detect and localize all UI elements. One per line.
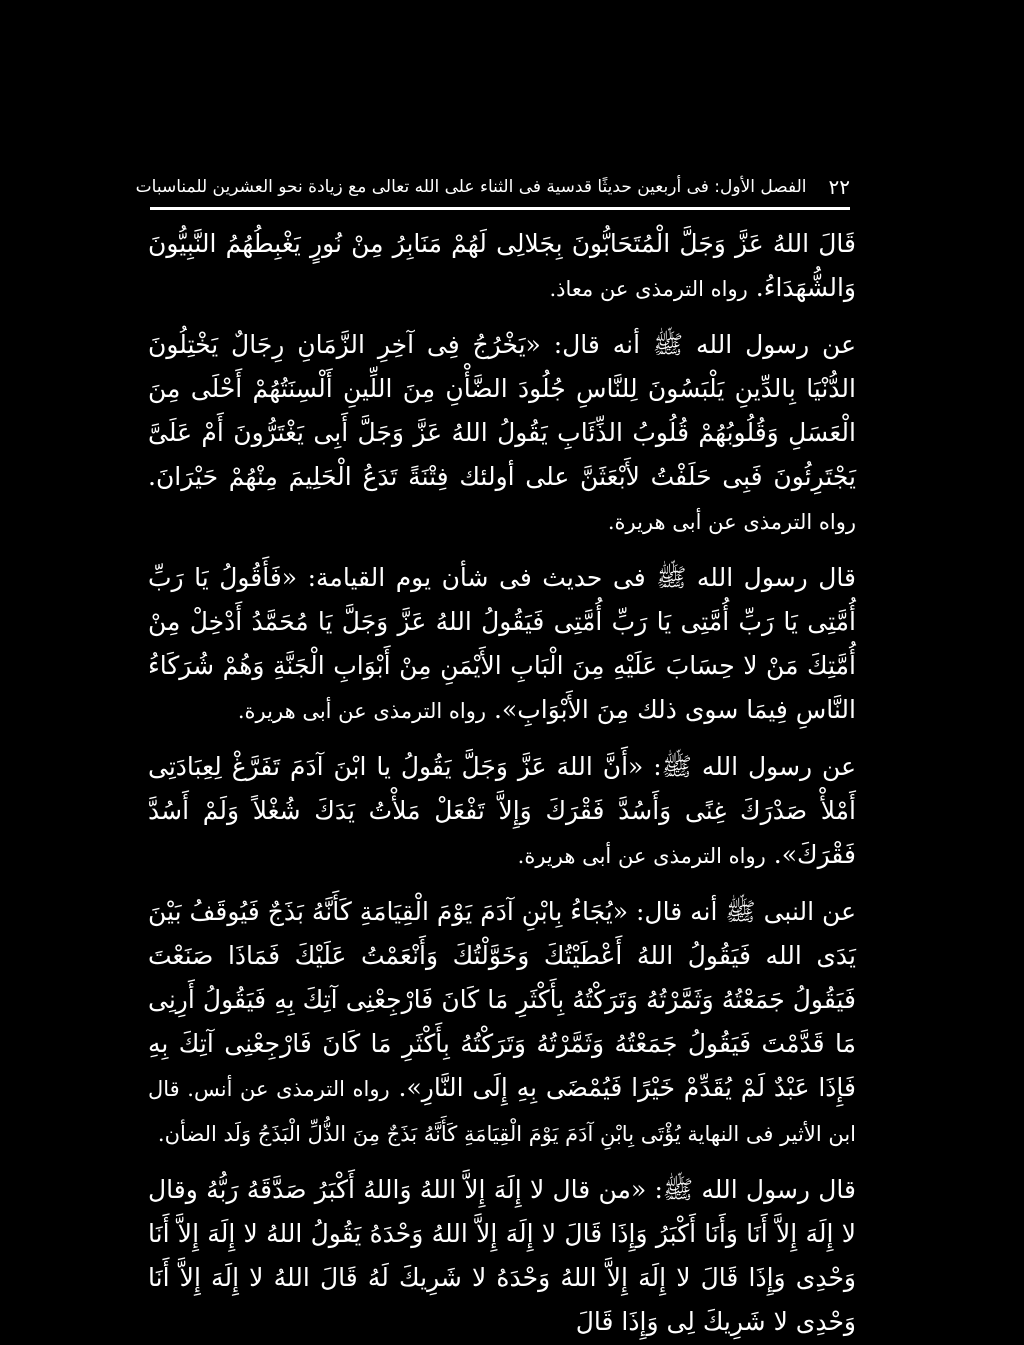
hadith-reference: رواه الترمذى عن أنس. قال ابن الأثير فى النهاية يُؤْتَى بِابْنِ آدَمَ يَوْمَ الْقِيَامَةِ كَأَنَّهُ بَذَجٌ مِنَ الذُّلِّ الْبَذَجُ وَلَد الضأن.: [148, 1077, 856, 1146]
hadith-reference: رواه الترمذى عن أبى هريرة.: [607, 510, 856, 534]
hadith-reference: رواه الترمذى عن أبى هريرة.: [237, 699, 487, 723]
page-number: ٢٢: [828, 175, 850, 199]
running-header: [135, 172, 850, 202]
hadith-reference: رواه الترمذى عن أبى هريرة.: [517, 844, 766, 868]
hadith-text: عن النبى ﷺ أنه قال: «يُجَاءُ بِابْنِ آدَمَ يَوْمَ الْقِيَامَةِ كَأَنَّهُ بَذَجٌ فَيُوقَفُ بَيْنَ يَدَى الله فَيَقُولُ اللهُ أَعْطَيْتُكَ وَخَوَّلْتُكَ وَأَنْعَمْتُ عَلَيْكَ فَمَاذَا صَنَعْتَ فَيَقُولُ جَمَعْتُهُ وَثَمَّرْتُهُ وَتَرَكْتُهُ بِأَكْثَرِ مَا كَانَ فَارْجِعْنِى آتِكَ بِهِ فَيَقُولُ أَرِنِى مَا قَدَّمْتَ فَيَقُولُ جَمَعْتُهُ وَثَمَّرْتُهُ وَتَرَكْتُهُ بِأَكْثَرِ مَا كَانَ فَارْجِعْنِى آتِكَ بِهِ فَإِذَا عَبْدٌ لَمْ يُقَدِّمْ خَيْرًا فَيُمْضَى بِهِ إِلَى النَّارِ».: [148, 897, 856, 1102]
hadith-paragraph: [148, 1168, 856, 1345]
hadith-text: قال رسول الله ﷺ فى حديث فى شأن يوم القيامة: «فَأَقُولُ يَا رَبِّ أُمَّتِى يَا رَبِّ أُمَّتِى يَا رَبِّ أُمَّتِى فَيَقُولُ اللهُ عَزَّ وَجَلَّ يَا مُحَمَّدُ أَدْخِلْ مِنْ أُمَّتِكَ مَنْ لا حِسَابَ عَلَيْهِ مِنَ الْبَابِ الأَيْمَنِ مِنْ أَبْوَابِ الْجَنَّةِ وَهُمْ شُرَكَاءُ النَّاسِ فِيمَا سوى ذلك مِنَ الأَبْوَابِ».: [148, 563, 856, 724]
header-rule: [150, 207, 850, 210]
hadith-text: قال رسول الله ﷺ: «من قال لا إِلَهَ إِلاَّ اللهُ وَاللهُ أَكْبَرُ صَدَّقَهُ رَبُّهُ وقال لا إِلَهَ إِلاَّ أَنَا وَأَنَا أَكْبَرُ وَإِذَا قَالَ لا إِلَهَ إِلاَّ اللهُ وَحْدَهُ يَقُولُ اللهُ لا إِلَهَ إِلاَّ أَنَا وَحْدِى وَإِذَا قَالَ لا إِلَهَ إِلاَّ اللهُ وَحْدَهُ لا شَرِيكَ لَهُ قَالَ اللهُ لا إِلَهَ إِلاَّ أَنَا وَحْدِى لا شَرِيكَ لِى وَإِذَا قَالَ: [148, 1175, 856, 1336]
hadith-text: قَالَ اللهُ عَزَّ وَجَلَّ الْمُتَحَابُّونَ بِجَلالِى لَهُمْ مَنَابِرُ مِنْ نُورٍ يَغْبِطُهُمُ النَّبِيُّونَ وَالشُّهَدَاءُ.: [148, 229, 856, 302]
hadith-text: عن رسول الله ﷺ: «أَنَّ اللهَ عَزَّ وَجَلَّ يَقُولُ يا ابْنَ آدَمَ تَفَرَّغْ لِعِبَادَتِى أَمْلأْ صَدْرَكَ غِنًى وَأَسُدَّ فَقْرَكَ وَإِلاَّ تَفْعَلْ مَلأْتُ يَدَكَ شُغْلاً وَلَمْ أَسُدَّ فَقْرَكَ».: [148, 752, 856, 869]
hadith-text-body: [148, 222, 856, 1336]
chapter-title: الفصل الأول: فى أربعين حديثًا قدسية فى الثناء على الله تعالى مع زيادة نحو العشرين للمناسبات: [135, 177, 807, 197]
hadith-paragraph: [148, 556, 856, 733]
hadith-text: عن رسول الله ﷺ أنه قال: «يَخْرُجُ فِى آخِرِ الزَّمَانِ رِجَالٌ يَخْتِلُونَ الدُّنْيَا بِالدِّينِ يَلْبَسُونَ لِلنَّاسِ جُلُودَ الضَّأْنِ مِنَ اللِّينِ أَلْسِنَتُهُمْ أَحْلَى مِنَ الْعَسَلِ وَقُلُوبُهُمْ قُلُوبُ الذِّئَابِ يَقُولُ اللهُ عَزَّ وَجَلَّ أَبِى يَغْتَرُّونَ أَمْ عَلَىَّ يَجْتَرِئُونَ فَبِى حَلَفْتُ لأَبْعَثَنَّ على أولئك فِتْنَةً تَدَعُ الْحَلِيمَ مِنْهُمْ حَيْرَانَ.: [148, 330, 856, 491]
hadith-paragraph: [148, 745, 856, 878]
hadith-reference: رواه الترمذى عن معاذ.: [549, 277, 748, 301]
hadith-paragraph: [148, 323, 856, 544]
hadith-paragraph: [148, 222, 856, 311]
hadith-paragraph: [148, 890, 856, 1156]
